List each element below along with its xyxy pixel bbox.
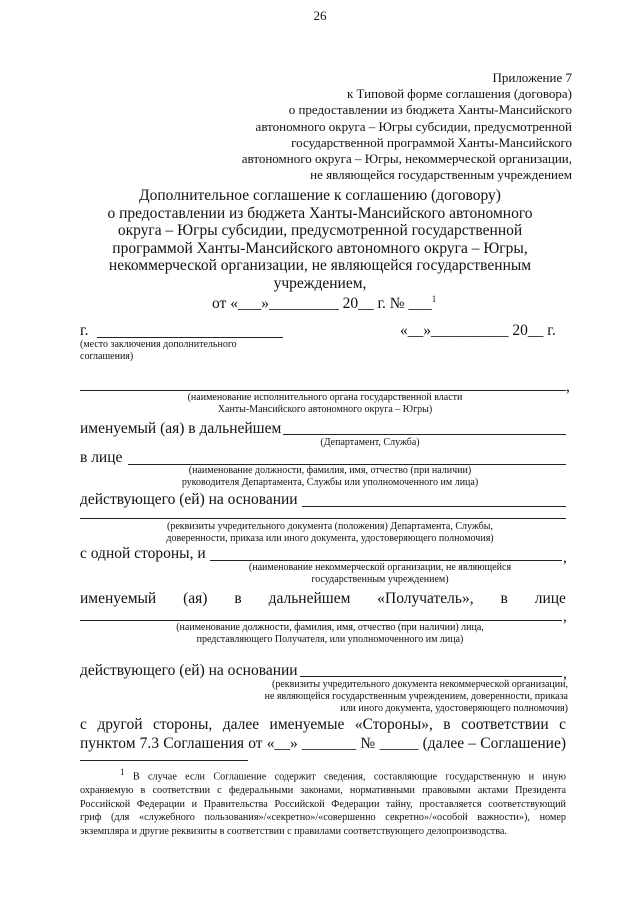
title-footnote-mark: 1 [431,294,437,304]
title-line: программой Ханты-Мансийского автономного округа – Югры, [112,239,528,257]
footnote-separator [80,760,248,761]
conclusion-date: «__»__________ 20__ г. [400,322,556,339]
title-line: округа – Югры субсидии, предусмотренной государственной [117,222,523,239]
footnote-line: Российской Федерации и Правительства Российской Федерации тайну, проставляется соответствующий [80,798,566,810]
basis-field[interactable] [302,506,566,507]
exec-body-caption [150,392,500,416]
recipient-word: именуемый [80,590,157,607]
appendix-line: Приложение 7 [492,70,572,85]
appendix-line: о предоставлении из бюджета Ханты-Мансийского [288,102,572,118]
caption-line: руководителя Департамента, Службы или уполномоченного им лица) [181,477,479,488]
org-caption [230,562,530,586]
named-field[interactable] [283,434,566,435]
footnote-line: В случае если Соглашение содержит сведения, составляющие государственную и иную [132,771,567,783]
org-field[interactable] [210,560,562,561]
caption-line: (наименование некоммерческой организации, не являющейся [248,562,512,573]
basis-caption [130,521,530,545]
appendix-line: государственной программой Ханты-Мансийского [291,134,572,150]
one-side-label: с одной стороны, и [80,545,206,562]
recipient-rep-field[interactable] [80,620,562,621]
basis2-caption [208,679,568,715]
recipient-word: в [234,590,242,607]
recipient-word: лице [534,590,566,607]
recipient-word: в [500,590,508,607]
closing-line: с другой стороны, далее именуемые «Стороны», в соответствии с [80,716,566,733]
comma: , [563,608,567,625]
footnote [80,766,566,838]
basis2-field[interactable] [300,676,562,677]
appendix-line: не являющейся государственным учреждением [310,167,572,183]
footnote-line: охраняемую в соответствии с федеральными законами, нормативными правовыми актами Президента [80,784,566,796]
appendix-line: автономного округа – Югры субсидии, предусмотренной [255,118,572,134]
closing-paragraph [80,716,566,752]
named-label: именуемый (ая) в дальнейшем [80,420,282,437]
place-prefix: г. [80,322,89,339]
caption-line: (реквизиты учредительного документа некоммерческой организации, [272,679,568,690]
recipient-word: «Получатель», [377,590,474,607]
comma: , [566,378,570,395]
person-label: в лице [80,449,123,466]
closing-line: пунктом 7.3 Соглашения от «__» _______ № _____ (далее – Соглашение) [80,735,566,752]
recipient-word: (ая) [183,590,208,607]
caption-line: не являющейся государственным учреждением, доверенности, приказа [264,691,568,702]
caption-line: (наименование исполнительного органа государственной власти [187,392,463,403]
caption-line: государственным учреждением) [311,574,449,585]
appendix-line: автономного округа – Югры, некоммерческой организации, [241,151,572,167]
document-title [80,187,560,292]
person-caption [150,465,510,489]
comma: , [563,665,567,682]
caption-line: или иного документа, удостоверяющего полномочия) [340,703,568,714]
recipient-word: дальнейшем [268,590,351,607]
caption-line: (наименование должности, фамилия, имя, отчество (при наличии) [188,465,472,476]
footnote-line: экземпляра и другие реквизиты в соответствии с правилами соответствующего делопроизводства. [80,825,507,837]
recipient-rep-caption [140,622,520,646]
place-field[interactable] [97,337,283,338]
title-date-text: от «___»_________ 20__ г. № ___ [212,295,432,313]
basis-label: действующего (ей) на основании [80,491,298,508]
title-date [212,291,436,312]
footnote-mark: 1 [120,767,125,777]
recipient-line [80,590,566,607]
basis-field-2[interactable] [80,518,566,519]
caption-line: (реквизиты учредительного документа (положения) Департамента, Службы, [167,521,493,532]
page-number: 26 [313,8,327,23]
caption-line: Ханты-Мансийского автономного округа – Югры) [217,404,433,415]
exec-body-field[interactable] [80,390,566,391]
title-line: учреждением, [273,274,367,292]
footnote-line: гриф (для «служебного пользования»/«секретно»/«совершенно секретно»/«особой важности»), номер [80,812,566,824]
place-caption: (место заключения дополнительного соглашения) [80,339,237,362]
comma: , [563,549,567,566]
named-caption: (Департамент, Служба) [320,437,420,448]
appendix-line: к Типовой форме соглашения (договора) [346,86,572,102]
caption-line: представляющего Получателя, или уполномоченного им лица) [196,634,464,645]
title-line: некоммерческой организации, не являющейся государственным [108,257,532,274]
basis2-label: действующего (ей) на основании [80,662,298,679]
caption-line: доверенности, приказа или иного документа, удостоверяющего полномочия) [166,533,494,544]
caption-line: (наименование должности, фамилия, имя, отчество (при наличии) лица, [176,622,484,633]
appendix-header [172,70,572,183]
title-line: Дополнительное соглашение к соглашению (договору) [139,187,501,204]
title-line: о предоставлении из бюджета Ханты-Мансийского автономного [107,204,533,222]
